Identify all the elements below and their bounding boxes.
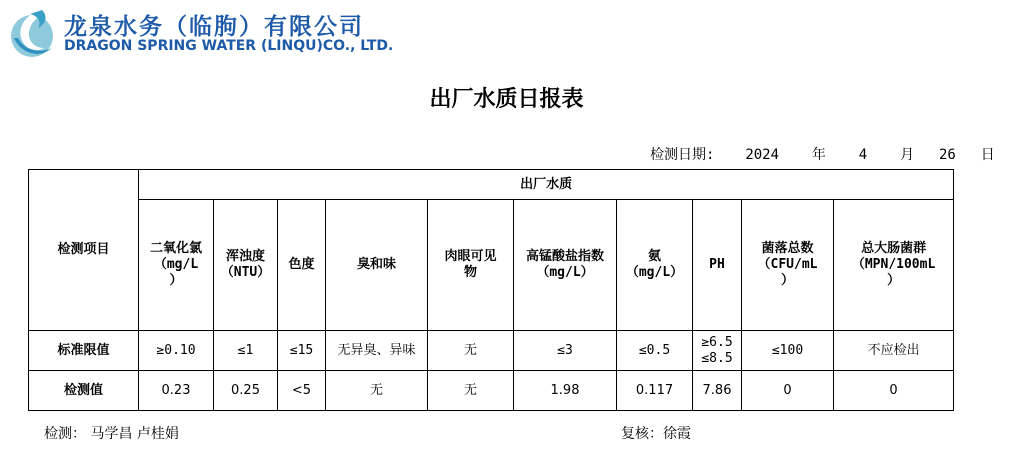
date-day: 26: [938, 147, 956, 163]
company-name-en: DRAGON SPRING WATER (LINQU)CO., LTD.: [64, 38, 394, 54]
column-header: 总大肠菌群 （MPN/100mL ）: [834, 200, 954, 331]
column-header: 浑浊度 （NTU）: [214, 200, 278, 331]
result-value: 无: [326, 371, 428, 411]
date-month-unit: 月: [900, 147, 915, 163]
company-name-cn: 龙泉水务（临朐）有限公司: [64, 13, 364, 40]
result-row-label: 检测值: [29, 371, 139, 411]
limit-value: ≤0.5: [617, 331, 693, 371]
date-month: 4: [858, 147, 868, 163]
result-value: 7.86: [693, 371, 742, 411]
result-value: <5: [278, 371, 326, 411]
limit-value: ≤100: [742, 331, 834, 371]
limit-value-ph: ≥6.5 ≤8.5: [693, 331, 742, 371]
date-label: 检测日期:: [650, 147, 715, 163]
company-logo: [8, 8, 58, 60]
column-header: 二氧化氯 （mg/L ）: [139, 200, 214, 331]
row-header-cell: 检测项目: [29, 170, 139, 331]
column-header: 肉眼可见 物: [428, 200, 514, 331]
group-header-cell: 出厂水质: [139, 170, 954, 200]
result-value: 无: [428, 371, 514, 411]
inspector-signature: 检测： 马学昌 卢桂娟: [44, 426, 179, 442]
water-quality-table: [28, 169, 954, 411]
limit-value: ≤1: [214, 331, 278, 371]
column-header: 色度: [278, 200, 326, 331]
inspection-date: [650, 144, 995, 164]
result-value: 0.117: [617, 371, 693, 411]
date-year-unit: 年: [811, 147, 826, 163]
result-value: 0: [742, 371, 834, 411]
limit-value: 不应检出: [834, 331, 954, 371]
date-day-unit: 日: [980, 147, 995, 163]
column-header: 菌落总数 （CFU/mL ）: [742, 200, 834, 331]
limit-value: 无: [428, 331, 514, 371]
limit-value: ≤15: [278, 331, 326, 371]
report-title: 出厂水质日报表: [429, 86, 584, 112]
limit-value: 无异臭、异味: [326, 331, 428, 371]
limit-value: ≤3: [514, 331, 617, 371]
result-value: 0.23: [139, 371, 214, 411]
limit-value: ≥0.10: [139, 331, 214, 371]
column-header: PH: [693, 200, 742, 331]
result-value: 0.25: [214, 371, 278, 411]
column-header: 臭和味: [326, 200, 428, 331]
result-value: 0: [834, 371, 954, 411]
column-header: 氨 （mg/L）: [617, 200, 693, 331]
column-header: 高锰酸盐指数 （mg/L）: [514, 200, 617, 331]
result-value: 1.98: [514, 371, 617, 411]
reviewer-signature: 复核：徐霞: [621, 426, 691, 442]
date-year: 2024: [745, 147, 780, 163]
limit-row-label: 标准限值: [29, 331, 139, 371]
